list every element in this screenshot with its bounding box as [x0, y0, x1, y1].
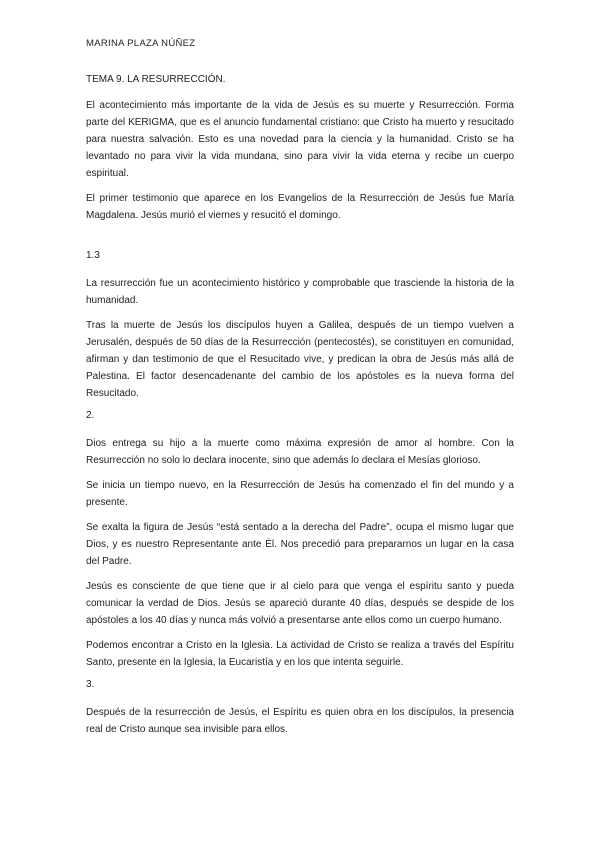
- document-body: [86, 74, 514, 746]
- section-paragraph: Jesús es consciente de que tiene que ir al cielo para que venga el espíritu santo y pueda comunicar la verdad de Dios. Jesús se apareció durante 40 días, después se despide de los apóstoles a los 40 días y nunca más volvió a presentarse ante ellos como un cuerpo humano.: [86, 581, 514, 626]
- section-paragraph: La resurrección fue un acontecimiento histórico y comprobable que trasciende la historia de la humanidad.: [86, 278, 514, 306]
- section-number: 1.3: [86, 250, 100, 261]
- section-paragraph: Después de la resurrección de Jesús, el Espíritu es quien obra en los discípulos, la presencia real de Cristo aunque sea invisible para ellos.: [86, 707, 514, 735]
- intro-paragraph: El acontecimiento más importante de la vida de Jesús es su muerte y Resurrección. Forma parte del KERIGMA, que es el anuncio fundamental cristiano: que Cristo ha muerto y resucitado para nuestra salvación. Esto es una novedad para la ciencia y la humanidad. Cristo se ha levantado no para vivir la vida mundana, sino para vivir la vida eterna y recibe un cuerpo espiritual.: [86, 100, 514, 179]
- section-paragraph: Se inicia un tiempo nuevo, en la Resurrección de Jesús ha comenzado el fin del mundo y a presente.: [86, 480, 514, 508]
- section-paragraph: Se exalta la figura de Jesús “está sentado a la derecha del Padre”, ocupa el mismo lugar que Dios, y es nuestro Representante ante Él. Nos precedió para prepararnos un lugar en la casa del Padre.: [86, 522, 514, 567]
- section-number: 3.: [86, 679, 95, 690]
- section-paragraph: Dios entrega su hijo a la muerte como máxima expresión de amor al hombre. Con la Resurrección no solo lo declara inocente, sino que además lo declara el Mesías glorioso.: [86, 438, 514, 466]
- section-number: 2.: [86, 410, 95, 421]
- page-header-author: MARINA PLAZA NÚÑEZ: [86, 38, 196, 49]
- section-paragraph: Tras la muerte de Jesús los discípulos huyen a Galilea, después de un tiempo vuelven a Jerusalén, después de 50 días de la Resurrección (pentecostés), se constituyen en comunidad, afirman y dan testimonio de que el Resucitado vive, y predican la obra de Jesús más allá de Palestina. El factor desencadenante del cambio de los apóstoles es la nueva forma del Resucitado.: [86, 320, 514, 399]
- intro-paragraph: El primer testimonio que aparece en los Evangelios de la Resurrección de Jesús fue María Magdalena. Jesús murió el viernes y resucitó el domingo.: [86, 193, 514, 221]
- document-title: TEMA 9. LA RESURRECCIÓN.: [86, 74, 226, 85]
- section-paragraph: Podemos encontrar a Cristo en la Iglesia. La actividad de Cristo se realiza a través del Espíritu Santo, presente en la Iglesia, la Eucaristía y en los que intenta seguirle.: [86, 640, 514, 668]
